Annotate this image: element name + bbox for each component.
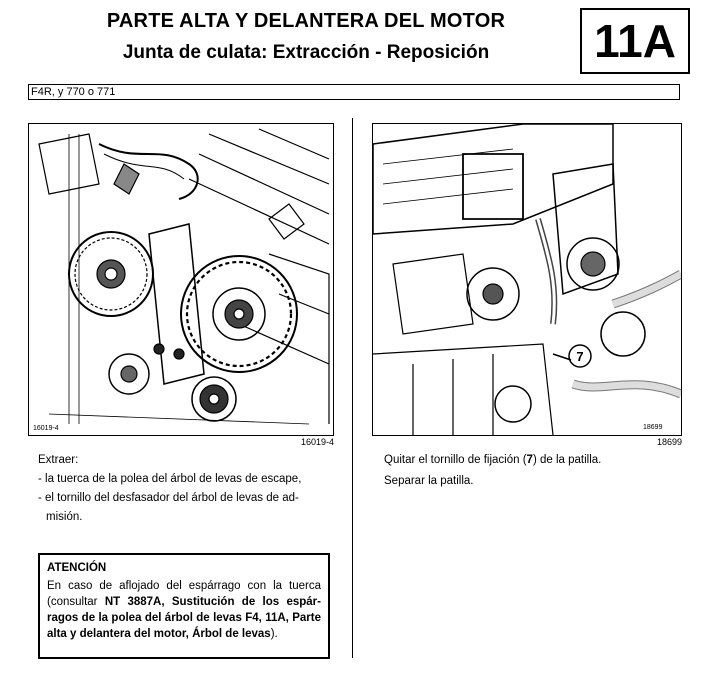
step-number: 7 [526,454,533,466]
step-remove-screw [384,451,684,470]
page-subtitle: Junta de culata: Extracción - Reposición [122,42,490,63]
engine-pulley-figure [28,123,334,436]
warning-suffix: ). [270,628,278,640]
engine-type-bar: F4R, y 770 o 771 [28,84,680,100]
warning-title: ATENCIÓN [47,562,107,574]
step-1: - la tuerca de la polea del árbol de levas de escape, [38,473,302,485]
figure-ref-inside: 16019-4 [33,425,59,432]
coil-bracket-figure [372,123,682,436]
warning-box [38,553,330,659]
engine-pulley-illustration [29,124,333,435]
step-separate: Separar la patilla. [384,475,474,487]
figure-ref: 18699 [656,437,682,447]
step-2-cont: misión. [46,511,83,523]
warning-prefix: (consultar [47,596,105,608]
callout-label: 7 [576,349,584,364]
step-2: - el tornillo del desfasador del árbol de levas de ad- [38,492,299,504]
figure-ref: 16019-4 [300,437,334,447]
step-text-end: ) de la patilla. [532,454,602,466]
right-instructions [384,451,684,491]
page-title: PARTE ALTA Y DELANTERA DEL MOTOR [106,10,506,32]
figure-ref-inside: 18699 [643,424,663,431]
chapter-number: 11A [580,8,690,74]
step-text: Quitar el tornillo de fijación ( [384,454,527,466]
warning-text: En caso de aflojado del espárrago con la tuerca [47,580,321,592]
warning-reference: NT 3887A, Sustitución de los espár- ragos de la polea del árbol de levas F4, 11A, Parte alta y delantera del motor, Árbol de levas [47,596,321,640]
coil-bracket-illustration [373,124,681,435]
left-instructions [38,451,338,527]
intro-text: Extraer: [38,454,79,466]
column-divider [352,118,353,658]
